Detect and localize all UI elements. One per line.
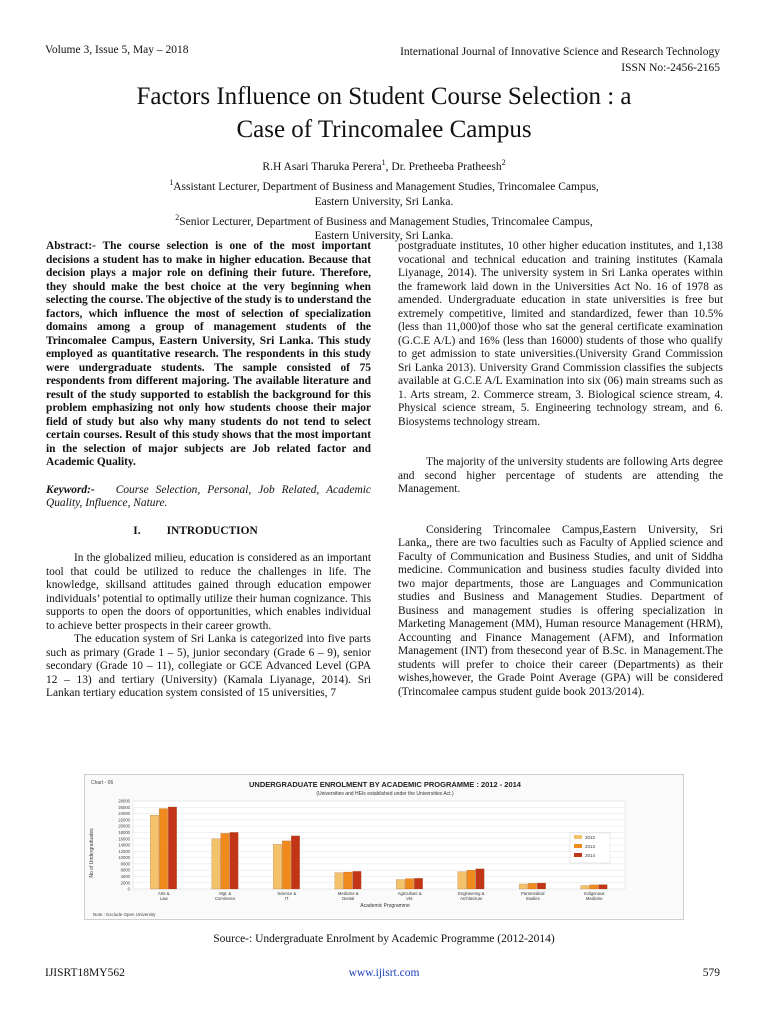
bar-2012-0 xyxy=(150,815,158,889)
y-tick-label: 4000 xyxy=(120,874,130,880)
chart-svg xyxy=(85,775,683,919)
y-tick-label: 18000 xyxy=(118,830,130,836)
right-paragraph-2: The majority of the university students are following Arts degree and second higher percentage of students are attending the Management. xyxy=(398,456,723,495)
author-line xyxy=(60,155,708,175)
aff-1-line-1: Assistant Lecturer, Department of Business and Management Studies, Trincomalee Campus, xyxy=(173,180,599,193)
y-tick-label: 6000 xyxy=(120,867,130,873)
y-tick-label: 24000 xyxy=(118,811,130,817)
x-tick-label: Arts & Law xyxy=(158,891,170,901)
right-paragraph-3: Considering Trincomalee Campus,Eastern University, Sri Lanka,, there are two faculties such as Faculty of Applied science and Faculty of Communication and Business Studies, and unit of Siddha medicine. Communication and business studies faculty divided into two major departments, those are Languages and Communication studies and Business and Management Studies. Department of Business and management studies is offering specialization in Marketing Management (MM), Human resource Management (HRM), Accounting and Finance Management (AFM), and Information Management (INT) from thesecond year of B.Sc. in Management.The students will prefer to choice their career (Departments) as their wishes,however, the Grade Point Average (GPA) will be considered (Trincomalee campus student guide book 2013/2014). xyxy=(398,523,723,698)
paper-title xyxy=(40,80,728,146)
issn: ISSN No:-2456-2165 xyxy=(621,62,720,74)
legend-label-2013: 2013 xyxy=(585,843,596,849)
chart-number: Chart - 06 xyxy=(91,780,114,786)
author-block xyxy=(60,155,708,244)
bar-2013-1 xyxy=(221,833,229,889)
bar-2013-3 xyxy=(344,872,352,889)
chart-ylabel: No of Undergraduates xyxy=(89,828,95,878)
y-tick-label: 22000 xyxy=(118,817,130,823)
x-tick-label: Engineering & Architecture xyxy=(458,891,485,901)
bar-2014-6 xyxy=(537,883,545,889)
enrolment-chart xyxy=(84,774,684,920)
bar-2012-6 xyxy=(519,884,527,889)
section-title: INTRODUCTION xyxy=(166,524,258,537)
y-tick-label: 16000 xyxy=(118,836,130,842)
y-tick-label: 26000 xyxy=(118,804,130,810)
bar-2014-0 xyxy=(168,807,176,889)
aff-1-sup: 1 xyxy=(169,177,174,187)
abstract: Abstract:- The course selection is one of the most important decisions a student has to make in higher education. Because that decision plays a major role on defining their future. Therefore, they should make the best choice at the very beginning when selecting the course. The objective of the study is to understand the factors, which influence the most of selection of specialization domains among a group of management students of the Trincomalee Campus, Eastern University, Sri Lanka. This study employed as quantitative research. The respondents in this study were undergraduate students. The sample consisted of 75 respondents from different majoring. The available literature and result of the study supported to establish the background for this problem emphasizing not only how students choose their major field of study but also why many students do not tend to select certain courses. Result of this study shows that the most important in the selection of major subjects are Job related factor and Academic Quality. xyxy=(46,240,371,468)
journal-name: International Journal of Innovative Science and Research Technology xyxy=(400,46,720,58)
y-tick-label: 14000 xyxy=(118,842,130,848)
aff-2-line-1: Senior Lecturer, Department of Business and Management Studies, Trincomalee Campus, xyxy=(179,215,593,228)
bar-2012-7 xyxy=(581,886,589,889)
right-column xyxy=(398,240,723,699)
bar-2013-5 xyxy=(467,870,475,889)
bar-2013-4 xyxy=(405,879,413,889)
bar-2012-4 xyxy=(396,880,404,889)
title-line-1: Factors Influence on Student Course Selection : a xyxy=(136,83,632,110)
author-2-sup: 2 xyxy=(501,158,506,167)
bar-2014-7 xyxy=(599,885,607,889)
affiliation-2-line-2: Eastern University, Sri Lanka. xyxy=(314,230,454,243)
keywords xyxy=(46,484,371,511)
x-tick-label: Paramedical Studies xyxy=(521,891,545,901)
y-tick-label: 20000 xyxy=(118,823,130,829)
bar-2014-4 xyxy=(414,878,422,889)
legend-swatch-2013 xyxy=(574,844,582,848)
y-tick-label: 28000 xyxy=(118,798,130,804)
keywords-text: Course Selection, Personal, Job Related, Academic Quality, Influence, Nature. xyxy=(46,483,371,509)
intro-paragraph-1: In the globalized milieu, education is considered as an important tool that could be utilized to reduce the challenges in life. The knowledge, skillsand attitudes gained through education empower individuals’ potential to optimally utilize their human cognizance. This supports to open the doors of opportunities, which enables individual to achieve better prospects in their career growth. xyxy=(46,552,371,632)
bar-2014-3 xyxy=(353,871,361,889)
section-heading xyxy=(46,525,371,539)
header-volume: Volume 3, Issue 5, May – 2018 xyxy=(45,44,189,56)
left-column xyxy=(46,240,371,701)
footer-url-link[interactable]: www.ijisrt.com xyxy=(348,967,420,979)
x-tick-label: Indigenous Medicine xyxy=(584,891,605,901)
legend-swatch-2012 xyxy=(574,835,582,839)
keywords-label: Keyword:- xyxy=(46,483,95,496)
section-number: I. xyxy=(133,524,141,537)
bar-2013-2 xyxy=(282,841,290,889)
x-tick-label: Agriculture & Vet. xyxy=(397,891,422,901)
header-journal xyxy=(400,44,720,76)
intro-paragraph-2: The education system of Sri Lanka is categorized into five parts such as primary (Grade 1 – 5), junior secondary (Grade 6 – 9), senior secondary (Grade 10 – 11), collegiate or GCE Advanced Level (GPA 12 – 13) and tertiary (University) (Kamala Liyanage, 2014). Sri Lankan tertiary education system consisted of 15 universities, 7 xyxy=(46,633,371,699)
chart-grid xyxy=(118,799,625,892)
y-tick-label: 12000 xyxy=(118,848,130,854)
author-1-sup: 1 xyxy=(381,158,386,167)
bar-2012-5 xyxy=(458,872,466,889)
affiliation-1 xyxy=(60,175,708,195)
chart-title: UNDERGRADUATE ENROLMENT BY ACADEMIC PROGRAMME : 2012 - 2014 xyxy=(249,780,521,789)
y-tick-label: 0 xyxy=(127,886,130,892)
chart-xticks xyxy=(158,891,604,901)
chart-note: Note : Exclude Open University xyxy=(93,912,156,917)
y-tick-label: 2000 xyxy=(120,880,130,886)
bar-2014-1 xyxy=(230,832,238,889)
chart-xlabel: Academic Programme xyxy=(360,903,410,909)
bar-2013-6 xyxy=(528,883,536,889)
bar-2014-2 xyxy=(291,836,299,889)
affiliation-2 xyxy=(60,210,708,230)
page-number: 579 xyxy=(702,967,720,979)
legend-label-2014: 2014 xyxy=(585,852,596,858)
bar-2012-2 xyxy=(273,844,281,889)
author-1: R.H Asari Tharuka Perera xyxy=(262,160,382,173)
legend-swatch-2014 xyxy=(574,853,582,857)
x-tick-label: Mgt. & Commerce xyxy=(215,891,236,901)
y-tick-label: 8000 xyxy=(120,861,130,867)
title-line-2: Case of Trincomalee Campus xyxy=(236,116,532,143)
bar-2013-0 xyxy=(159,809,167,889)
affiliation-1-line-2: Eastern University, Sri Lanka. xyxy=(314,195,454,208)
bar-2012-3 xyxy=(335,873,343,889)
legend-label-2012: 2012 xyxy=(585,834,596,840)
x-tick-label: Medicine & Dental xyxy=(337,891,359,901)
bar-2013-7 xyxy=(590,885,598,889)
x-tick-label: Science & IT xyxy=(277,891,297,901)
chart-legend xyxy=(570,833,610,863)
aff-2-sup: 2 xyxy=(175,212,180,222)
footer-id: IJISRT18MY562 xyxy=(45,967,125,979)
bar-2012-1 xyxy=(212,839,220,889)
bar-2014-5 xyxy=(476,869,484,889)
chart-subtitle: (Universities and HEIs established under the Universities Act.) xyxy=(316,791,454,797)
figure-caption: Source-: Undergraduate Enrolment by Academic Programme (2012-2014) xyxy=(213,933,555,945)
y-tick-label: 10000 xyxy=(118,855,130,861)
author-2: , Dr. Pretheeba Pratheesh xyxy=(385,160,502,173)
right-paragraph-1: postgraduate institutes, 10 other higher education institutes, and 1,138 vocational and technical education and training institutes (Kamala Liyanage, 2014). The university system in Sri Lanka operates within the framework laid down in the Universities Act No. 16 of 1978 as amended. Undergraduate education in state universities is free but extremely competitive, limited and standardized, fewer than 10.5% (less than 11,000)of those who sat the general certificate examination (G.C.E A/L) and 16% (less than 16000) students of those who qualify to get admission to state universities.(University Grand Commission Sri Lanka 2013). University Grand Commission classifies the subjects available at G.C.E A/L Examination into six (06) main streams such as 1. Arts stream, 2. Commerce stream, 3. Biological science stream, 4. Physical science stream, 5. Engineering technology stream, and 6. Biosystems technology stream. xyxy=(398,240,723,428)
